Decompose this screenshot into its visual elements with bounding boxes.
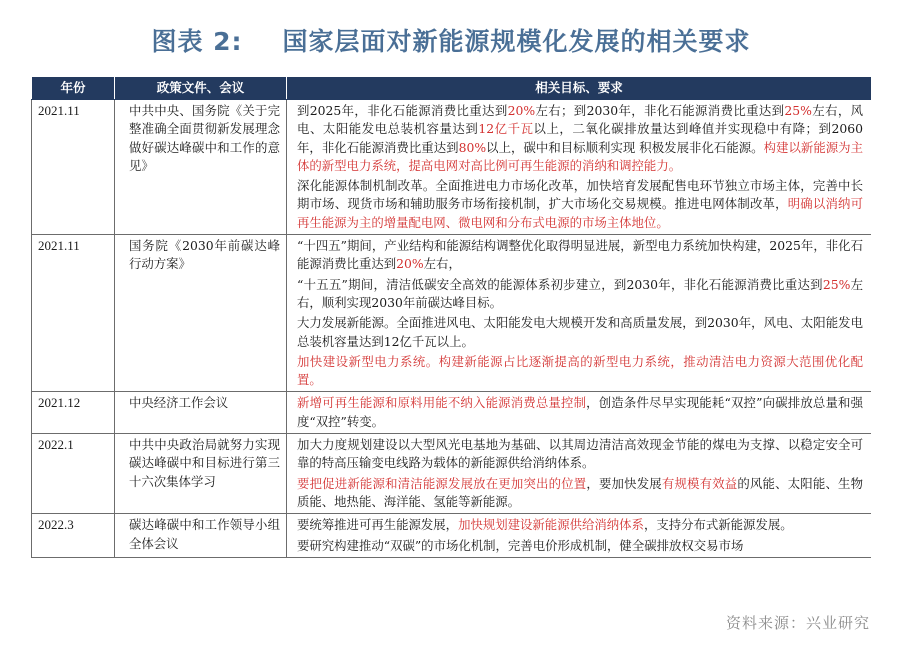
table-row [32, 392, 872, 434]
goal-paragraph [297, 177, 863, 232]
cell-goals [287, 392, 872, 434]
policy-table-container [31, 76, 871, 584]
header-document: 政策文件、会议 [115, 77, 287, 100]
goal-text: 左右；到2030年，非化石能源消费比重达到 [535, 103, 785, 118]
cell-goals [287, 434, 872, 514]
highlighted-text: 25% [784, 103, 812, 118]
highlighted-text: 加快规划建设新能源供给消纳体系 [458, 517, 644, 533]
goal-text: “十四五”期间，产业结构和能源结构调整优化取得明显进展，新型电力系统加快构建，2025年，非化石能源消费比重达到 [297, 238, 863, 272]
goal-paragraph [297, 516, 863, 534]
goal-text: 加大力度规划建设以大型风光电基地为基础、以其周边清洁高效现金节能的煤电为支撑、以稳定安全可靠的特高压输变电线路为载体的新能源供给消纳体系。 [297, 437, 863, 471]
highlighted-text: 有规模有效益 [661, 475, 738, 491]
highlighted-text: 12亿千瓦 [478, 121, 534, 137]
goal-text: 以上，二氧化碳排放量达到峰值并实现稳中有降；到2060年，非化石能源消费比重达到 [297, 121, 863, 155]
highlighted-text: 加快建设新型电力系统。构建新能源占比逐渐提高的新型电力系统，推动清洁电力资源大范围优化配置。 [297, 353, 863, 388]
highlighted-text: 20% [507, 103, 536, 118]
cell-goals [287, 100, 872, 235]
table-body [32, 100, 872, 558]
source-note: 资料来源：兴业研究 [725, 614, 870, 632]
highlighted-text: 新增可再生能源和原料用能不纳入能源消费总量控制 [297, 395, 587, 411]
goal-text: 以上，碳中和目标顺利实现 积极发展非化石能源。 [486, 139, 764, 155]
cell-year: 2022.3 [32, 514, 115, 558]
table-row [32, 434, 872, 514]
highlighted-text: 20% [396, 256, 424, 272]
table-row [32, 100, 872, 235]
table-row [32, 235, 872, 392]
goal-paragraph [297, 475, 863, 512]
policy-table [31, 76, 871, 558]
goal-paragraph [297, 102, 863, 175]
goal-paragraph [297, 237, 863, 274]
figure-title-text: 国家层面对新能源规模化发展的相关要求 [282, 27, 751, 56]
goal-text: 大力发展新能源。全面推进风电、太阳能发电大规模开发和高质量发展，到2030年，风电、太阳能发电总装机容量达到12亿千瓦以上。 [297, 315, 863, 349]
goal-text: 到2025年，非化石能源消费比重达到 [297, 103, 508, 118]
cell-year: 2022.1 [32, 434, 115, 514]
figure-label: 图表 2: [151, 27, 243, 56]
cell-document: 碳达峰碳中和工作领导小组全体会议 [115, 514, 287, 558]
highlighted-text: 要把促进新能源和清洁能源发展放在更加突出的位置 [297, 475, 587, 491]
goal-text: 的风能、太阳能、生物质能、地热能、海洋能、氢能等新能源。 [297, 475, 864, 509]
highlighted-text: 明确以消纳可再生能源为主的增量配电网、微电网和分布式电源的市场主体地位。 [297, 196, 864, 230]
goal-text: ，创造条件尽早实现能耗“双控”向碳排放总量和强度“双控”转变。 [297, 395, 864, 429]
table-row [32, 514, 872, 558]
goal-paragraph [297, 353, 863, 390]
cell-document: 中央经济工作会议 [115, 392, 287, 434]
cell-document: 中共中央、国务院《关于完整准确全面贯彻新发展理念做好碳达峰碳中和工作的意见》 [115, 100, 287, 235]
goal-text: 要统筹推进可再生能源发展， [297, 517, 459, 533]
cell-year: 2021.11 [32, 235, 115, 392]
goal-paragraph [297, 394, 863, 431]
cell-document: 中共中央政治局就努力实现碳达峰碳中和目标进行第三十六次集体学习 [115, 434, 287, 514]
table-header-row [32, 77, 872, 100]
cell-year: 2021.11 [32, 100, 115, 235]
highlighted-text: 80% [458, 139, 487, 155]
goal-paragraph [297, 314, 863, 351]
figure-title [0, 22, 902, 58]
cell-goals [287, 514, 872, 558]
goal-text: 左右， [423, 256, 461, 272]
goal-text: 要研究构建推动“双碳”的市场化机制，完善电价形成机制，健全碳排放权交易市场 [297, 537, 744, 553]
header-year: 年份 [32, 77, 115, 100]
goal-paragraph [297, 436, 863, 473]
goal-text: ，要加快发展 [586, 475, 662, 491]
goal-text: 左右，顺利实现2030年前碳达峰目标。 [297, 276, 864, 310]
goal-text: 左右，风电、太阳能发电总装机容量达到 [297, 103, 863, 137]
cell-goals [287, 235, 872, 392]
goal-paragraph [297, 537, 863, 555]
cell-document: 国务院《2030年前碳达峰行动方案》 [115, 235, 287, 392]
highlighted-text: 构建以新能源为主体的新型电力系统，提高电网对高比例可再生能源的消纳和调控能力。 [297, 139, 864, 173]
goal-text: ，支持分布式新能源发展。 [643, 517, 793, 533]
cell-year: 2021.12 [32, 392, 115, 434]
header-goals: 相关目标、要求 [287, 77, 872, 100]
goal-paragraph [297, 276, 863, 313]
goal-text: 深化能源体制机制改革。全面推进电力市场化改革，加快培育发展配售电环节独立市场主体，完善中长期市场、现货市场和辅助服务市场衔接机制，扩大市场化交易规模。推进电网体制改革， [297, 178, 863, 212]
goal-text: “十五五”期间，清洁低碳安全高效的能源体系初步建立，到2030年，非化石能源消费比重达到 [297, 276, 823, 292]
highlighted-text: 25% [822, 276, 851, 292]
